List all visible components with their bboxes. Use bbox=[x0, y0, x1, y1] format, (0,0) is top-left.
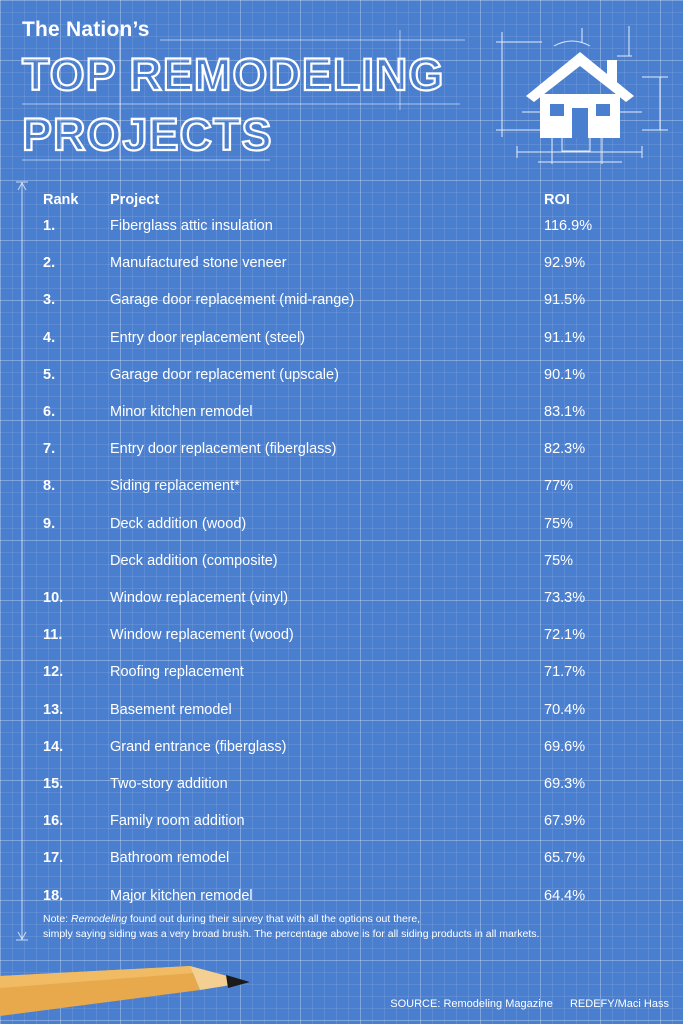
header-roi: ROI bbox=[544, 192, 570, 208]
roi-cell: 70.4% bbox=[544, 701, 586, 718]
table-row bbox=[0, 776, 683, 800]
page-subtitle: The Nation’s bbox=[22, 18, 150, 41]
table-row bbox=[0, 218, 683, 242]
project-cell: Entry door replacement (steel) bbox=[110, 329, 306, 346]
page-title-line-1: TOP REMODELING bbox=[22, 49, 445, 100]
footnote-line-1-rest: found out during their survey that with all the options out there, bbox=[127, 913, 421, 925]
roi-cell: 69.6% bbox=[544, 738, 586, 755]
project-cell: Manufactured stone veneer bbox=[110, 255, 287, 272]
rank-cell: 7. bbox=[43, 441, 56, 458]
table-row bbox=[0, 664, 683, 688]
table-row bbox=[0, 441, 683, 465]
table-row bbox=[0, 516, 683, 540]
rank-cell: 4. bbox=[43, 329, 56, 346]
roi-cell: 71.7% bbox=[544, 664, 586, 681]
roi-cell: 65.7% bbox=[544, 850, 586, 867]
table-row bbox=[0, 553, 683, 577]
table-row bbox=[0, 478, 683, 502]
rank-cell: 3. bbox=[43, 292, 56, 309]
rank-cell: 13. bbox=[43, 701, 64, 718]
rank-cell: 5. bbox=[43, 366, 56, 383]
rank-cell: 12. bbox=[43, 664, 64, 681]
table-row bbox=[0, 739, 683, 763]
page-title-line-2: PROJECTS bbox=[22, 109, 273, 160]
rank-cell: 1. bbox=[43, 218, 56, 234]
rank-cell: 8. bbox=[43, 478, 56, 495]
roi-cell: 82.3% bbox=[544, 441, 586, 458]
rank-cell: 10. bbox=[43, 590, 64, 606]
roi-cell: 91.5% bbox=[544, 292, 586, 309]
table-row bbox=[0, 850, 683, 874]
roi-cell: 75% bbox=[544, 552, 574, 569]
roi-cell: 69.3% bbox=[544, 776, 586, 792]
table-row bbox=[0, 702, 683, 726]
project-cell: Basement remodel bbox=[110, 701, 232, 718]
table-row bbox=[0, 888, 683, 912]
roi-cell: 77% bbox=[544, 478, 574, 495]
footnote-prefix: Note: bbox=[43, 913, 72, 925]
table-row bbox=[0, 330, 683, 354]
roi-cell: 67.9% bbox=[544, 813, 586, 830]
header-rank: Rank bbox=[43, 192, 79, 208]
table-row bbox=[0, 255, 683, 279]
roi-cell: 90.1% bbox=[544, 366, 586, 383]
project-cell: Major kitchen remodel bbox=[110, 887, 253, 904]
roi-cell: 72.1% bbox=[544, 627, 586, 644]
rank-cell: 15. bbox=[43, 776, 64, 792]
roi-cell: 75% bbox=[544, 515, 574, 532]
rank-cell: 2. bbox=[43, 255, 56, 272]
rank-cell: 17. bbox=[43, 850, 64, 867]
project-cell: Siding replacement* bbox=[110, 478, 240, 495]
project-cell: Deck addition (wood) bbox=[110, 515, 247, 532]
project-cell: Garage door replacement (mid-range) bbox=[110, 292, 355, 309]
project-cell: Garage door replacement (upscale) bbox=[110, 366, 339, 383]
roi-cell: 83.1% bbox=[544, 404, 586, 420]
footnote-italic: Remodeling bbox=[71, 913, 128, 925]
house-blueprint-icon bbox=[492, 22, 672, 172]
project-cell: Bathroom remodel bbox=[110, 850, 230, 867]
rank-cell: 6. bbox=[43, 404, 56, 420]
table-row bbox=[0, 292, 683, 316]
source-credit bbox=[376, 998, 669, 1010]
rank-cell: 11. bbox=[43, 627, 63, 644]
header-project: Project bbox=[110, 192, 160, 208]
table-row bbox=[0, 813, 683, 837]
project-cell: Window replacement (wood) bbox=[110, 627, 294, 644]
project-cell: Fiberglass attic insulation bbox=[110, 218, 273, 234]
roi-cell: 92.9% bbox=[544, 255, 586, 272]
project-cell: Two-story addition bbox=[110, 776, 228, 792]
footnote-line-1 bbox=[43, 912, 643, 927]
project-cell: Entry door replacement (fiberglass) bbox=[110, 441, 337, 458]
table-row bbox=[0, 627, 683, 651]
rank-cell: 9. bbox=[43, 515, 56, 532]
roi-cell: 91.1% bbox=[544, 329, 586, 346]
table-header-row bbox=[0, 192, 683, 216]
project-cell: Window replacement (vinyl) bbox=[110, 590, 289, 606]
table-row bbox=[0, 367, 683, 391]
project-cell: Grand entrance (fiberglass) bbox=[110, 738, 287, 755]
rank-cell: 14. bbox=[43, 738, 64, 755]
credit-text: REDEFY/Maci Hass bbox=[569, 998, 669, 1010]
pencil-icon bbox=[0, 958, 260, 1024]
project-cell: Minor kitchen remodel bbox=[110, 404, 253, 420]
rank-cell: 18. bbox=[43, 887, 64, 904]
footnote-line-2: simply saying siding was a very broad brush. The percentage above is for all siding products in all markets. bbox=[43, 928, 540, 940]
project-cell: Roofing replacement bbox=[110, 664, 244, 681]
table-row bbox=[0, 404, 683, 428]
table-row bbox=[0, 590, 683, 614]
source-text: SOURCE: Remodeling Magazine bbox=[390, 998, 553, 1010]
roi-cell: 73.3% bbox=[544, 590, 586, 606]
project-cell: Deck addition (composite) bbox=[110, 552, 278, 569]
rank-cell: 16. bbox=[43, 813, 64, 830]
roi-cell: 116.9% bbox=[544, 218, 593, 234]
project-cell: Family room addition bbox=[110, 813, 245, 830]
roi-cell: 64.4% bbox=[544, 887, 586, 904]
footnote bbox=[43, 912, 643, 942]
